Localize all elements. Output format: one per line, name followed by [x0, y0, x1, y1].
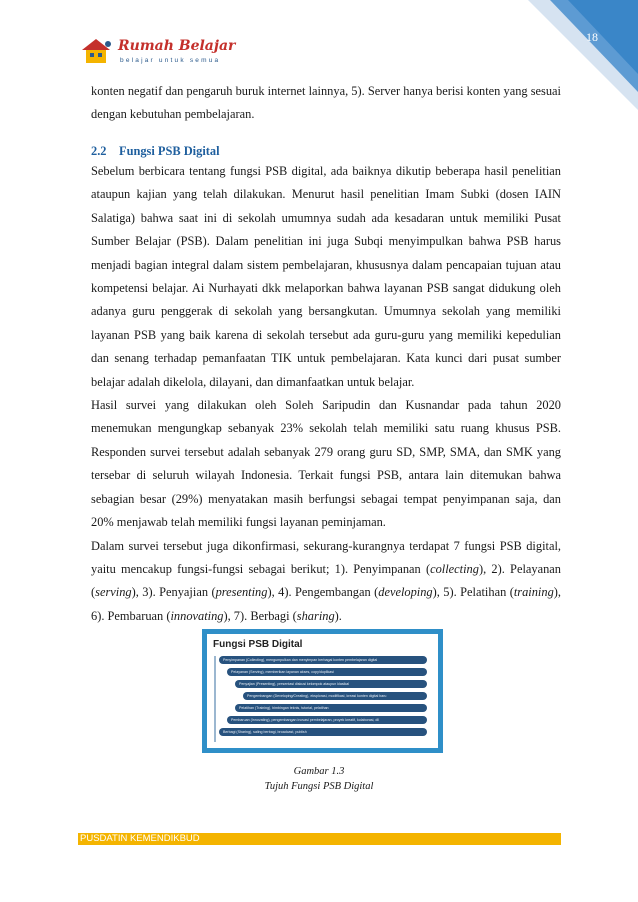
figure-item: Pembaruan (Innovating), pengembangan inovasi pembelajaran, proyek kreatif, kolaborasi, dll [227, 716, 427, 724]
figure-title: Fungsi PSB Digital [213, 639, 303, 650]
section-title: Fungsi PSB Digital [119, 144, 220, 158]
footer-text: PUSDATIN KEMENDIKBUD [80, 833, 200, 844]
figure-item: Pengembangan (Developing/Creating), eksplorasi, modifikasi, kreasi konten digital baru [243, 692, 427, 700]
intro-paragraph-block [91, 80, 561, 127]
figure-item: Berbagi (Sharing), saling berbagi, broadcast, publish [219, 728, 427, 736]
main-text-block [91, 160, 561, 628]
rumah-belajar-logo [78, 36, 236, 72]
section-heading [91, 144, 220, 159]
figure-item: Pelatihan (Training), bimbingan teknis, tutorial, pelatihan [235, 704, 427, 712]
figure-inner [207, 634, 438, 748]
paragraph-research: Sebelum berbicara tentang fungsi PSB digital, ada baiknya dikutip beberapa hasil penelitian ataupun kajian yang telah dilakukan. Menurut hasil penelitian Imam Subki (dosen IAIN Salatiga) bahwa saat ini di sekolah umumnya sudah ada kesadaran untuk memiliki Pusat Sumber Belajar (PSB). Dalam penelitian ini juga Subqi menyimpulkan bahwa PSB harus menjadi bagian integral dalam sistem pembelajaran, khususnya dalam pencapaian tujuan atau kompetensi belajar. Ai Nurhayati dkk melaporkan bahwa layanan PSB sangat didukung oleh adanya guru penggerak di sekolah yang bersangkutan. Umumnya sekolah yang memiliki layanan PSB yang baik karena di sekolah tersebut ada guru-guru yang memiliki kepedulian dan senang terhadap pemanfaatan TIK untuk pembelajaran. Kata kunci dari pusat sumber belajar adalah dikelola, dilayani, dan dimanfaatkan untuk belajar. [91, 164, 561, 389]
paragraph-survey: Hasil survei yang dilakukan oleh Soleh Saripudin dan Kusnandar pada tahun 2020 menemukan mengungkap sebanyak 23% sekolah telah memiliki satu ruang khusus PSB. Responden survei tersebut adalah sebanyak 279 orang guru SD, SMP, SMA, dan SMK yang tersebar di seluruh wilayah Indonesia. Terkait fungsi PSB, antara lain ditemukan bahwa sebagian besar (29%) menyatakan masih berfungsi sebagai tempat penyimpanan saja, dan 20% menjawab telah memiliki fungsi layanan peminjaman. [91, 398, 561, 530]
intro-paragraph: konten negatif dan pengaruh buruk internet lainnya, 5). Server hanya berisi konten yang sesuai dengan kebutuhan pembelajaran. [91, 84, 561, 122]
logo-title: Rumah Belajar [118, 38, 236, 54]
paragraph-functions: Dalam survei tersebut juga dikonfirmasi, sekurang-kurangnya terdapat 7 fungsi PSB digital, yaitu mencakup fungsi-fungsi sebagai berikut; 1). Penyimpanan (collecting), 2). Pelayanan (serving), 3). Penyajian (presenting), 4). Pengembangan (developing), 5). Pelatihan (training), 6). Pembaruan (innovating), 7). Berbagi (sharing). [91, 538, 561, 623]
figure-caption-number: Gambar 1.3 [293, 766, 345, 777]
figure-tree-line [214, 656, 216, 742]
figure-caption-title: Tujuh Fungsi PSB Digital [264, 781, 374, 792]
figure-psb-functions [202, 629, 443, 753]
logo-tagline: belajar untuk semua [120, 57, 221, 64]
section-number: 2.2 [91, 144, 107, 158]
figure-item: Pelayanan (Serving), memberikan layanan akses, copy/duplikasi [227, 668, 427, 676]
page-number: 18 [586, 30, 598, 44]
logo-house-icon [78, 36, 116, 66]
figure-item: Penyimpanan (Collecting), mengumpulkan dan menyimpan berbagai konten pembelajaran digital [219, 656, 427, 664]
figure-item: Penyajian (Presenting), presentasi diskusi kelompok ataupun klasikal [235, 680, 427, 688]
